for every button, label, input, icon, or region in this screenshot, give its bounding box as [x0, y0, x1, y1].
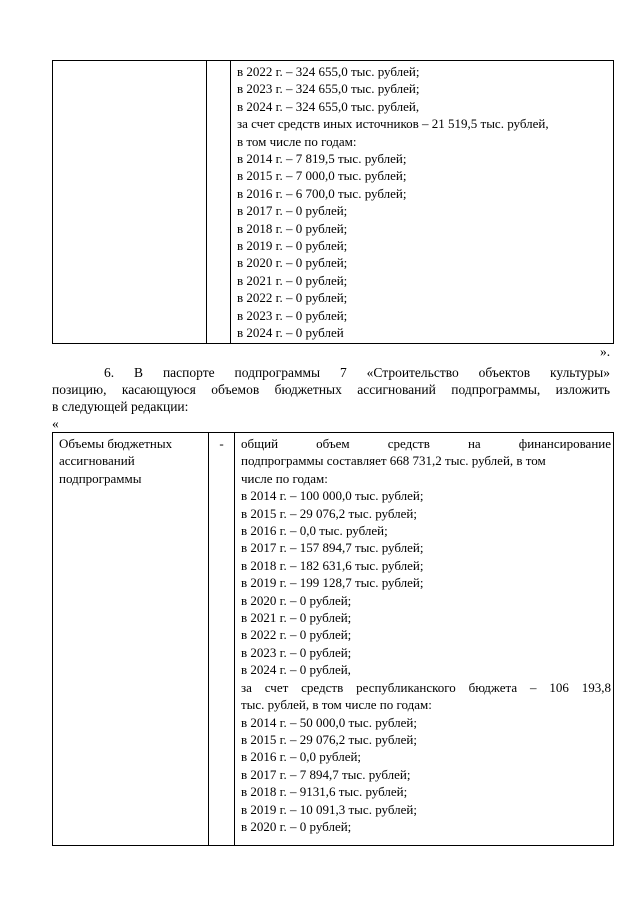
label-line: ассигнований — [59, 453, 135, 469]
table-label-cell — [53, 61, 207, 343]
table-dash-cell — [207, 61, 231, 343]
table-value-cell — [231, 61, 613, 343]
value-line: в 2022 г. – 324 655,0 тыс. рублей; — [237, 64, 420, 79]
value-line: в 2022 г. – 0 рублей; — [241, 627, 352, 643]
value-line: в 2016 г. – 6 700,0 тыс. рублей; — [237, 185, 407, 201]
value-line: в 2021 г. – 0 рублей; — [241, 610, 352, 626]
label-line: подпрограммы — [59, 470, 142, 486]
value-line: в 2023 г. – 0 рублей; — [241, 644, 352, 660]
value-line: числе по годам: — [241, 470, 328, 486]
value-line: в 2015 г. – 7 000,0 тыс. рублей; — [237, 168, 407, 184]
value-line: в 2014 г. – 50 000,0 тыс. рублей; — [241, 714, 417, 730]
value-line: в 2018 г. – 9131,6 тыс. рублей; — [241, 784, 408, 800]
value-line: в 2015 г. – 29 076,2 тыс. рублей; — [241, 505, 417, 521]
value-line: в 2023 г. – 324 655,0 тыс. рублей; — [237, 81, 420, 97]
value-line: в 2014 г. – 7 819,5 тыс. рублей; — [237, 151, 407, 167]
value-line: в 2019 г. – 199 128,7 тыс. рублей; — [241, 575, 424, 591]
value-line: в 2015 г. – 29 076,2 тыс. рублей; — [241, 731, 417, 747]
value-line: в 2017 г. – 7 894,7 тыс. рублей; — [241, 766, 411, 782]
paragraph-text-3: в следующей редакции: — [52, 399, 189, 414]
paragraph-line-3 — [52, 398, 188, 416]
value-line: в 2024 г. – 0 рублей — [237, 325, 344, 341]
value-line: в 2024 г. – 324 655,0 тыс. рублей, — [237, 98, 420, 114]
value-line: в 2020 г. – 0 рублей; — [237, 255, 348, 271]
table-label-cell — [53, 433, 209, 845]
value-line-justified: общий объем средств на финансирование — [241, 436, 611, 451]
value-line: в 2024 г. – 0 рублей, — [241, 662, 351, 678]
closing-quote: ». — [600, 344, 611, 359]
budget-table — [52, 432, 614, 846]
value-line: за счет средств иных источников – 21 519,5 тыс. рублей, — [237, 116, 549, 132]
table-dash-cell — [209, 433, 235, 845]
value-line: в 2016 г. – 0,0 рублей; — [241, 749, 362, 765]
paragraph-text-1: 6. В паспорте подпрограммы 7 «Строительство объектов культуры» — [104, 365, 610, 380]
opening-quote: « — [52, 416, 59, 431]
table-value-cell — [235, 433, 613, 845]
value-line: в 2023 г. – 0 рублей; — [237, 307, 348, 323]
budget-table-continuation — [52, 60, 614, 344]
value-line: в том числе по годам: — [237, 133, 357, 149]
value-line: в 2018 г. – 182 631,6 тыс. рублей; — [241, 557, 424, 573]
value-line: подпрограммы составляет 668 731,2 тыс. рублей, в том — [241, 453, 546, 469]
value-line: в 2019 г. – 0 рублей; — [237, 238, 348, 254]
value-line: в 2016 г. – 0,0 тыс. рублей; — [241, 523, 388, 539]
value-line-justified: за счет средств республиканского бюджета – 106 193,8 — [241, 679, 611, 695]
paragraph-text-2: позицию, касающуюся объемов бюджетных ассигнований подпрограммы, изложить — [52, 382, 610, 397]
label-line: Объемы бюджетных — [59, 436, 173, 451]
value-line: в 2021 г. – 0 рублей; — [237, 272, 348, 288]
value-line: в 2018 г. – 0 рублей; — [237, 220, 348, 236]
value-line: в 2020 г. – 0 рублей; — [241, 592, 352, 608]
value-line: в 2020 г. – 0 рублей; — [241, 818, 352, 834]
value-line: в 2017 г. – 157 894,7 тыс. рублей; — [241, 540, 424, 556]
paragraph-line-2 — [52, 381, 610, 399]
paragraph-line-1 — [52, 364, 610, 382]
value-line: тыс. рублей, в том числе по годам: — [241, 697, 432, 713]
value-line: в 2017 г. – 0 рублей; — [237, 203, 348, 219]
dash-text: - — [219, 436, 224, 451]
value-line: в 2014 г. – 100 000,0 тыс. рублей; — [241, 488, 424, 504]
value-line: в 2022 г. – 0 рублей; — [237, 290, 348, 306]
value-line: в 2019 г. – 10 091,3 тыс. рублей; — [241, 801, 417, 817]
